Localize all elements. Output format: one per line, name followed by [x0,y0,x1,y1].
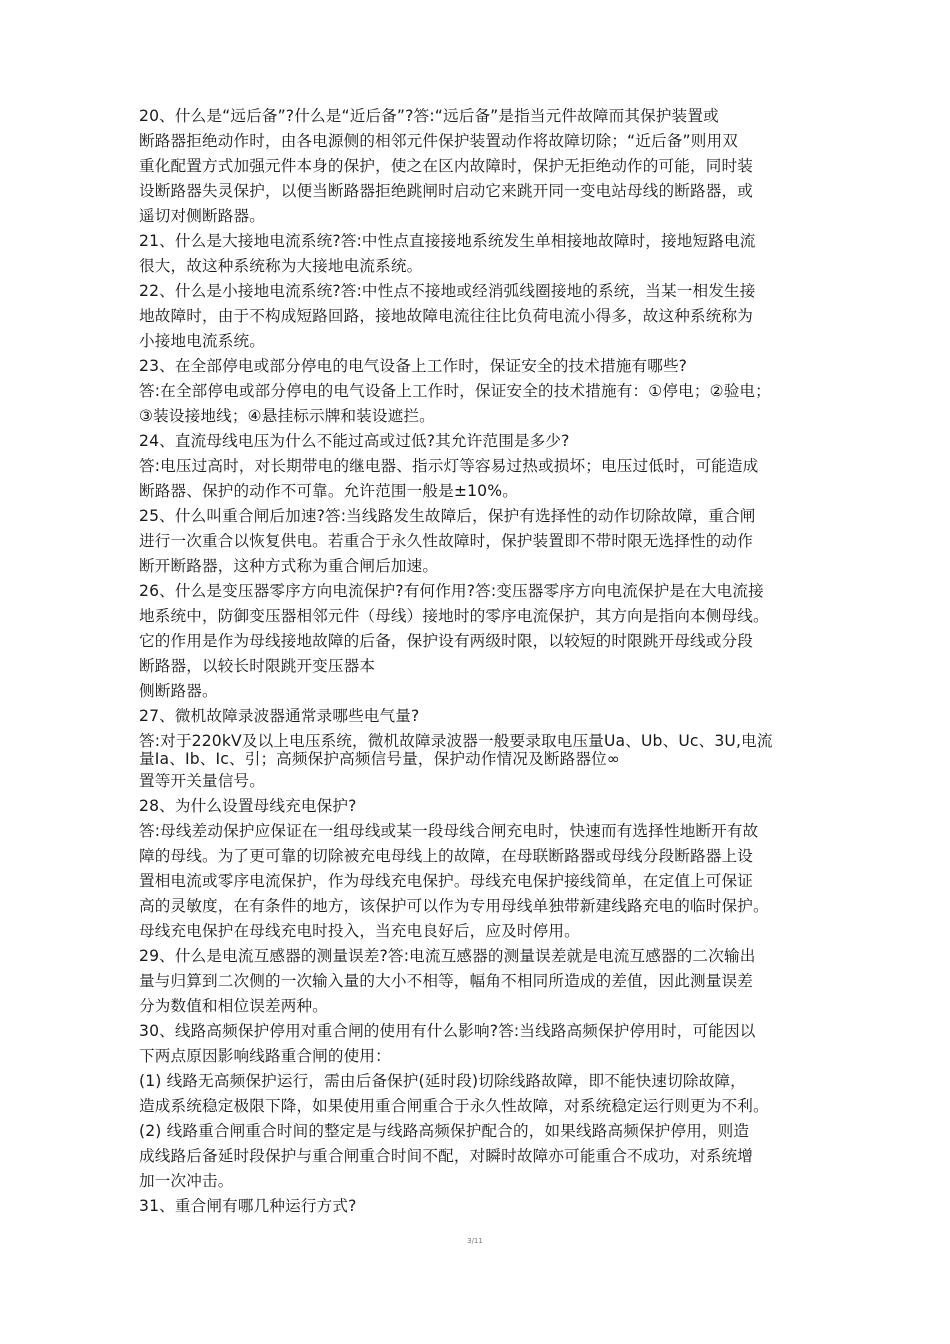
text-line: 置相电流或零序电流保护，作为母线充电保护。母线充电保护接线简单，在定值上可保证 [139,872,754,890]
text-line: 答:在全部停电或部分停电的电气设备上工作时，保证安全的技术措施有：①停电；②验电； [139,382,771,400]
text-line: 母线充电保护在母线充电时投入，当充电良好后，应及时停用。 [139,922,580,940]
text-line: 断路器、保护的动作不可靠。允许范围一般是±10%。 [139,482,518,500]
text-line: 设断路器失灵保护，以便当断路器拒绝跳闸时启动它来跳开同一变电站母线的断路器，或 [139,182,754,200]
text-line: 22、什么是小接地电流系统?答:中性点不接地或经消弧线圈接地的系统，当某一相发生接 [139,282,756,300]
text-line: 24、直流母线电压为什么不能过高或过低?其允许范围是多少? [139,432,570,450]
text-line: 遥切对侧断路器。 [139,207,265,225]
text-line: 它的作用是作为母线接地故障的后备，保护设有两级时限，以较短的时限跳开母线或分段 [139,632,754,650]
text-line: 进行一次重合以恢复供电。若重合于永久性故障时，保护装置即不带时限无选择性的动作 [139,532,754,550]
text-line: 30、线路高频保护停用对重合闸的使用有什么影响?答:当线路高频保护停用时，可能因以 [139,1022,756,1040]
text-line: 量Ia、Ib、Ic、引；高频保护高频信号量，保护动作情况及断路器位∞ [139,750,620,768]
text-line: ③装设接地线；④悬挂标示牌和装设遮拦。 [139,407,435,425]
text-line: 答:母线差动保护应保证在一组母线或某一段母线合闸充电时，快速而有选择性地断开有故 [139,822,759,840]
text-line: 断开断路器，这种方式称为重合闸后加速。 [139,557,439,575]
text-line: 断路器拒绝动作时，由各电源侧的相邻元件保护装置动作将故障切除；“近后备”则用双 [139,132,738,150]
text-line: 28、为什么设置母线充电保护? [139,797,357,815]
text-line: 29、什么是电流互感器的测量误差?答:电流互感器的测量误差就是电流互感器的二次输出 [139,947,756,965]
text-line: 31、重合闸有哪几种运行方式? [139,1197,357,1215]
text-line: 置等开关量信号。 [139,772,265,790]
text-line: 量与归算到二次侧的一次输入量的大小不相等，幅角不相同所造成的差值，因此测量误差 [139,972,754,990]
text-line: 25、什么叫重合闸后加速?答:当线路发生故障后，保护有选择性的动作切除故障，重合闸 [139,507,756,525]
text-line: 小接地电流系统。 [139,332,265,350]
text-line: 26、什么是变压器零序方向电流保护?有何作用?答:变压器零序方向电流保护是在大电流接 [139,582,764,600]
text-line: 21、什么是大接地电流系统?答:中性点直接接地系统发生单相接地故障时，接地短路电流 [139,232,756,250]
text-line: 很大，故这种系统称为大接地电流系统。 [139,257,423,275]
text-line: 分为数值和相位误差两种。 [139,997,328,1015]
text-line: (2) 线路重合闸重合时间的整定是与线路高频保护配合的，如果线路高频保护停用，则造 [139,1122,750,1140]
text-line: 答:电压过高时，对长期带电的继电器、指示灯等容易过热或损坏；电压过低时，可能造成 [139,457,759,475]
text-line: 地系统中，防御变压器相邻元件（母线）接地时的零序电流保护，其方向是指向本侧母线。 [139,607,769,625]
text-line: 高的灵敏度，在有条件的地方，该保护可以作为专用母线单独带新建线路充电的临时保护。 [139,897,769,915]
text-line: 23、在全部停电或部分停电的电气设备上工作时，保证安全的技术措施有哪些? [139,357,688,375]
text-line: 27、微机故障录波器通常录哪些电气量? [139,707,420,725]
text-line: 重化配置方式加强元件本身的保护，使之在区内故障时，保护无拒绝动作的可能，同时装 [139,157,754,175]
text-line: 造成系统稳定极限下降，如果使用重合闸重合于永久性故障，对系统稳定运行则更为不利。 [139,1097,769,1115]
text-line: 加一次冲击。 [139,1172,234,1190]
text-line: 20、什么是“远后备”?什么是“近后备”?答:“远后备”是指当元件故障而其保护装置或 [139,107,719,125]
text-line: 答:对于220kV及以上电压系统，微机故障录波器一般要录取电压量Ua、Ub、Uc、3U,电流 [139,732,773,750]
text-line: (1) 线路无高频保护运行，需由后备保护(延时段)切除线路故障，即不能快速切除故障， [139,1072,746,1090]
page-number: 3/11 [467,1237,483,1245]
text-line: 地故障时，由于不构成短路回路，接地故障电流往往比负荷电流小得多，故这种系统称为 [139,307,754,325]
text-line: 断路器，以较长时限跳开变压器本 [139,657,376,675]
text-line: 成线路后备延时段保护与重合闸重合时间不配，对瞬时故障亦可能重合不成功，对系统增 [139,1147,754,1165]
text-line: 下两点原因影响线路重合闸的使用： [139,1047,391,1065]
text-line: 障的母线。为了更可靠的切除被充电母线上的故障，在母联断路器或母线分段断路器上设 [139,847,754,865]
text-line: 侧断路器。 [139,682,218,700]
